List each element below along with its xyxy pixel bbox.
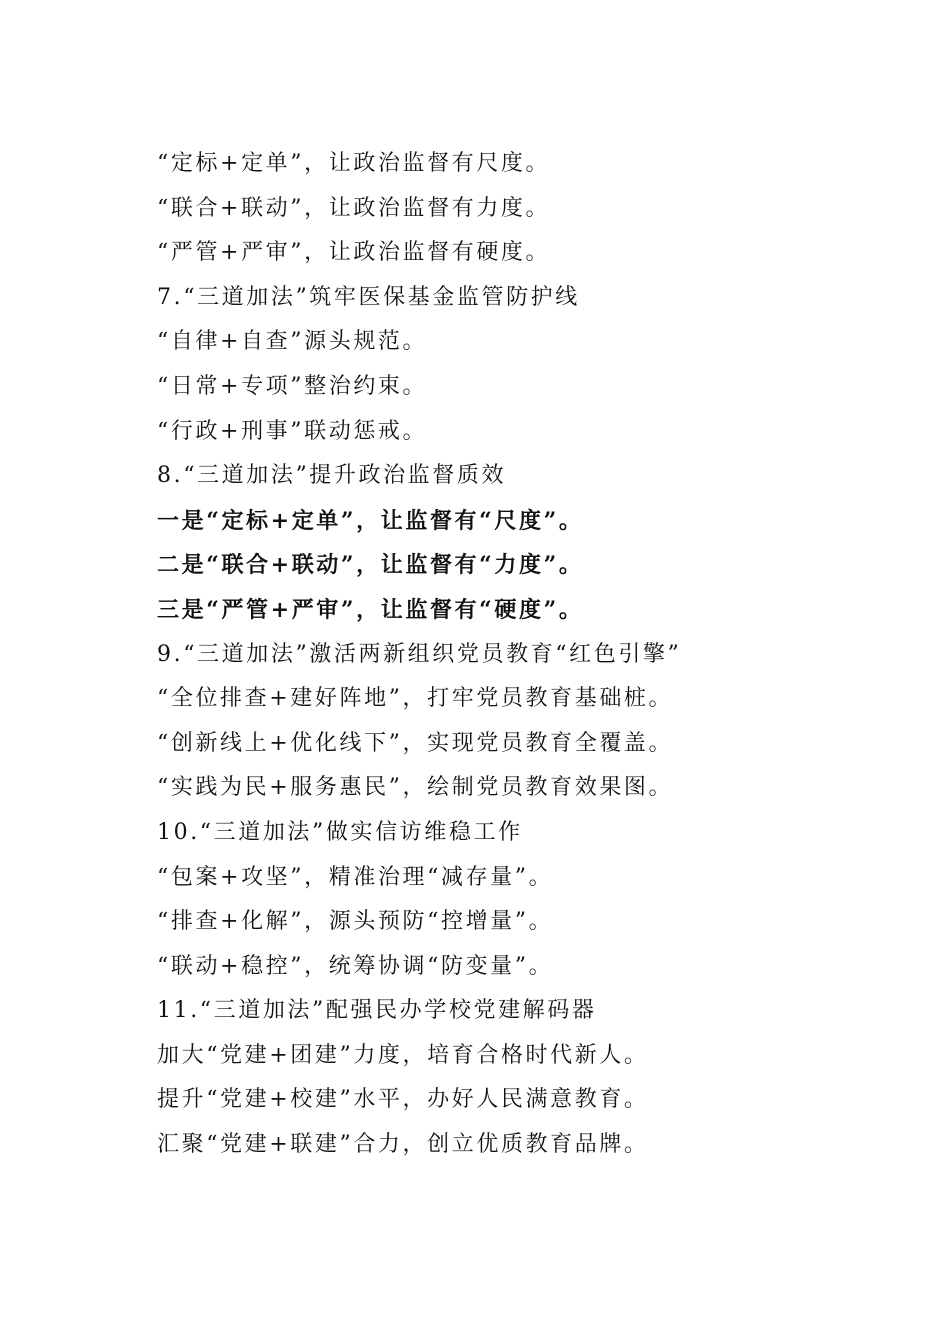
section-heading-10: 10.“三道加法”做实信访维稳工作	[157, 819, 523, 845]
text-line-23: 汇聚“党建+联建”合力，创立优质教育品牌。	[157, 1132, 649, 1158]
text-line-7: “行政+刑事”联动惩戒。	[157, 418, 428, 444]
text-line-1: “定标+定单”，让政治监督有尺度。	[157, 151, 551, 176]
bold-line-second: 二是“联合+联动”，让监督有“力度”。	[157, 552, 584, 579]
section-heading-7: 7.“三道加法”筑牢医保基金监管防护线	[157, 284, 580, 310]
section-heading-11: 11.“三道加法”配强民办学校党建解码器	[157, 998, 597, 1024]
text-line-14: “创新线上+优化线下”，实现党员教育全覆盖。	[157, 730, 674, 756]
text-line-22: 提升“党建+校建”水平，办好人民满意教育。	[157, 1087, 649, 1113]
bold-line-first: 一是“定标+定单”，让监督有“尺度”。	[157, 507, 584, 534]
text-line-15: “实践为民+服务惠民”，绘制党员教育效果图。	[157, 775, 674, 801]
text-line-2: “联合+联动”，让政治监督有力度。	[157, 195, 551, 221]
text-line-21: 加大“党建+团建”力度，培育合格时代新人。	[157, 1042, 649, 1068]
text-line-18: “排查+化解”，源头预防“控增量”。	[157, 909, 554, 935]
text-line-5: “自律+自查”源头规范。	[157, 329, 428, 355]
text-line-17: “包案+攻坚”，精准治理“减存量”。	[157, 864, 554, 890]
text-line-19: “联动+稳控”，统筹协调“防变量”。	[157, 953, 554, 979]
section-heading-8: 8.“三道加法”提升政治监督质效	[157, 463, 507, 489]
section-heading-9: 9.“三道加法”激活两新组织党员教育“红色引擎”	[157, 641, 682, 667]
text-line-13: “全位排查+建好阵地”，打牢党员教育基础桩。	[157, 686, 674, 712]
text-line-3: “严管+严审”，让政治监督有硬度。	[157, 240, 551, 266]
text-line-6: “日常+专项”整治约束。	[157, 373, 428, 399]
document-body	[157, 142, 897, 1168]
bold-line-third: 三是“严管+严审”，让监督有“硬度”。	[157, 596, 584, 623]
